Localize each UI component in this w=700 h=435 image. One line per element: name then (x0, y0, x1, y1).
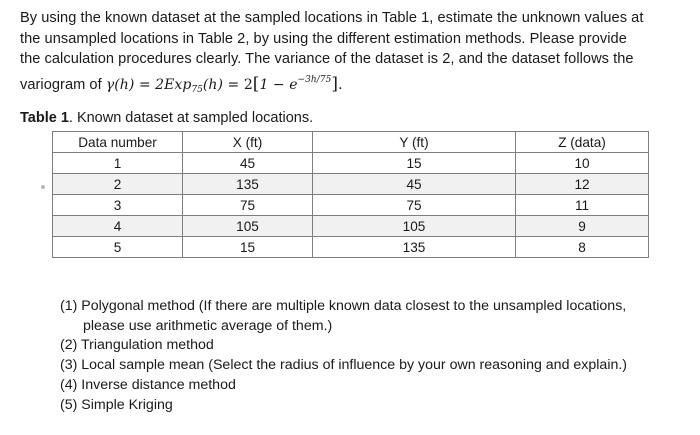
method-item-inverse-distance: (4) Inverse distance method (60, 376, 236, 393)
method-item-polygonal (60, 297, 627, 336)
cell-data-number: 1 (53, 153, 183, 174)
variogram-prefix: variogram of (20, 76, 102, 93)
header-z: Z (data) (516, 132, 649, 153)
cell-x: 75 (183, 195, 313, 216)
problem-statement (20, 8, 692, 100)
cell-data-number: 3 (53, 195, 183, 216)
cell-x: 135 (183, 174, 313, 195)
table-header-row (53, 132, 649, 153)
variogram-formula (105, 73, 343, 95)
cell-y: 75 (313, 195, 516, 216)
formula-period: . (338, 76, 343, 93)
formula-exponent: −3h/75 (297, 74, 332, 85)
formula-equals: = (138, 76, 151, 93)
cell-data-number: 4 (53, 216, 183, 237)
header-y: Y (ft) (313, 132, 516, 153)
formula-gamma: γ(h) (105, 76, 135, 93)
cell-z: 10 (516, 153, 649, 174)
formula-range: 75 (191, 84, 203, 95)
cell-z: 9 (516, 216, 649, 237)
cell-z: 11 (516, 195, 649, 216)
cell-x: 15 (183, 237, 313, 258)
table-row (53, 174, 649, 195)
table-row (53, 195, 649, 216)
cell-z: 12 (516, 174, 649, 195)
cell-data-number: 5 (53, 237, 183, 258)
cell-y: 105 (313, 216, 516, 237)
formula-close-bracket: ] (331, 73, 339, 94)
known-dataset-table (52, 131, 649, 258)
cell-y: 135 (313, 237, 516, 258)
formula-open-bracket: [ (252, 73, 260, 94)
method-text: (1) Polygonal method (If there are multiple known data closest to the unsampled locations, (60, 298, 627, 314)
cell-x: 45 (183, 153, 313, 174)
problem-statement-line: By using the known dataset at the sampled locations in Table 1, estimate the unknown values at (20, 10, 644, 26)
table-caption-text: . Known dataset at sampled locations. (68, 110, 314, 126)
problem-statement-line (20, 70, 692, 101)
method-item-simple-kriging: (5) Simple Kriging (60, 396, 173, 413)
formula-term: 2Exp (155, 76, 192, 93)
formula-coef: 2 (243, 76, 253, 93)
margin-dot (41, 185, 45, 189)
cell-data-number: 2 (53, 174, 183, 195)
table-row (53, 153, 649, 174)
cell-y: 15 (313, 153, 516, 174)
formula-equals: = (227, 76, 240, 93)
method-text-continued: please use arithmetic average of them.) (83, 317, 333, 334)
table-caption (20, 110, 313, 126)
header-x: X (ft) (183, 132, 313, 153)
problem-statement-line: the calculation procedures clearly. The variance of the dataset is 2, and the dataset follows the (20, 51, 634, 68)
method-item-triangulation: (2) Triangulation method (60, 337, 214, 354)
estimation-methods-list (60, 297, 627, 415)
table-caption-label: Table 1 (20, 110, 69, 126)
formula-one-minus-e: 1 − e (259, 76, 298, 93)
cell-z: 8 (516, 237, 649, 258)
formula-arg: (h) (202, 76, 223, 93)
cell-y: 45 (313, 174, 516, 195)
table-row (53, 216, 649, 237)
header-data-number: Data number (53, 132, 183, 153)
method-item-local-sample-mean: (3) Local sample mean (Select the radius of influence by your own reasoning and explain.) (60, 357, 628, 374)
table-row (53, 237, 649, 258)
problem-statement-line: the unsampled locations in Table 2, by using the different estimation methods. Please provide (20, 30, 627, 47)
cell-x: 105 (183, 216, 313, 237)
